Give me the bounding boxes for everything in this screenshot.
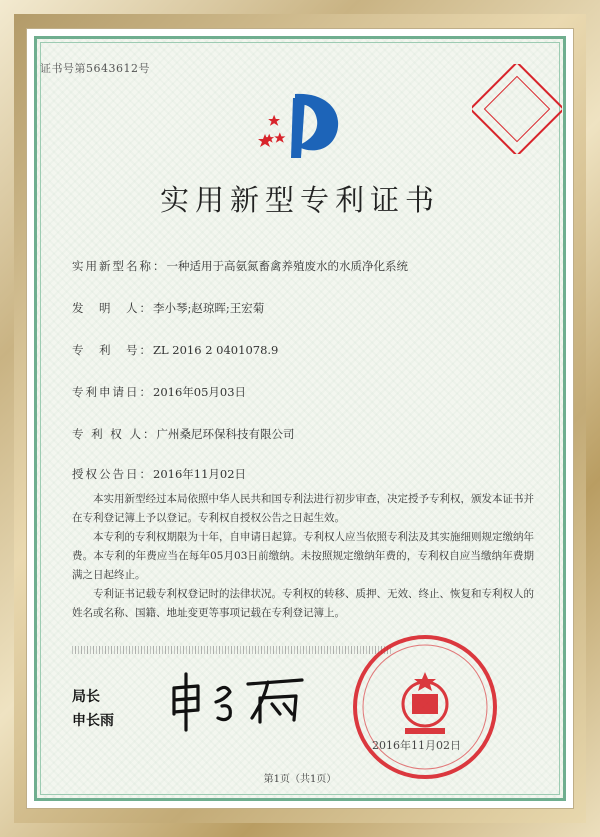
- body-paragraph: 专利证书记载专利权登记时的法律状况。专利权的转移、质押、无效、终止、恢复和专利权人的姓名或名称、国籍、地址变更等事项记载在专利登记簿上。: [72, 588, 534, 619]
- certificate-number: 证书号第5643612号: [40, 62, 150, 75]
- director-name: 申长雨: [72, 713, 114, 729]
- field-patent-number: [72, 342, 278, 358]
- field-value: 2016年11月02日: [153, 467, 247, 481]
- field-grant-date: [72, 466, 246, 482]
- body-paragraph: 本专利的专利权期限为十年，自申请日起算。专利权人应当依照专利法及其实施细则规定缴纳年费。本专利的年费应当在每年05月03日前缴纳。未按照规定缴纳年费的，专利权自应当缴纳年费期满之日起终止。: [72, 531, 534, 581]
- official-seal-icon: [350, 632, 500, 782]
- field-application-date: [72, 384, 246, 400]
- field-value: 一种适用于高氨氮畜禽养殖废水的水质净化系统: [166, 259, 408, 273]
- field-value: ZL 2016 2 0401078.9: [153, 343, 279, 357]
- handwritten-signature-icon: [168, 670, 308, 732]
- field-label: 发 明 人：: [72, 301, 153, 315]
- notary-stamp-icon: [472, 64, 562, 154]
- field-patentee: [72, 426, 294, 442]
- field-label: 授权公告日：: [72, 467, 153, 481]
- director-title: 局长: [72, 689, 100, 705]
- field-inventors: [72, 300, 264, 316]
- field-label: 专利申请日：: [72, 385, 153, 399]
- barcode-strip: [72, 646, 392, 654]
- seal-date: 2016年11月02日: [372, 739, 461, 752]
- page-title: 实用新型专利证书: [159, 183, 440, 217]
- field-value: 广州桑尼环保科技有限公司: [156, 427, 295, 441]
- field-label: 实用新型名称：: [72, 259, 167, 273]
- field-value: 李小琴;赵琼晖;王宏菊: [153, 301, 265, 315]
- field-label: 专 利 号：: [72, 343, 153, 357]
- certificate-body: [72, 490, 534, 623]
- page-number: 第1页（共1页）: [263, 774, 337, 785]
- patent-office-logo-icon: [255, 90, 350, 162]
- field-label: 专 利 权 人：: [72, 427, 157, 441]
- field-utility-model-name: [72, 258, 408, 274]
- field-value: 2016年05月03日: [153, 385, 247, 399]
- body-paragraph: 本实用新型经过本局依照中华人民共和国专利法进行初步审查，决定授予专利权，颁发本证书并在专利登记簿上予以登记。专利权自授权公告之日起生效。: [72, 493, 534, 524]
